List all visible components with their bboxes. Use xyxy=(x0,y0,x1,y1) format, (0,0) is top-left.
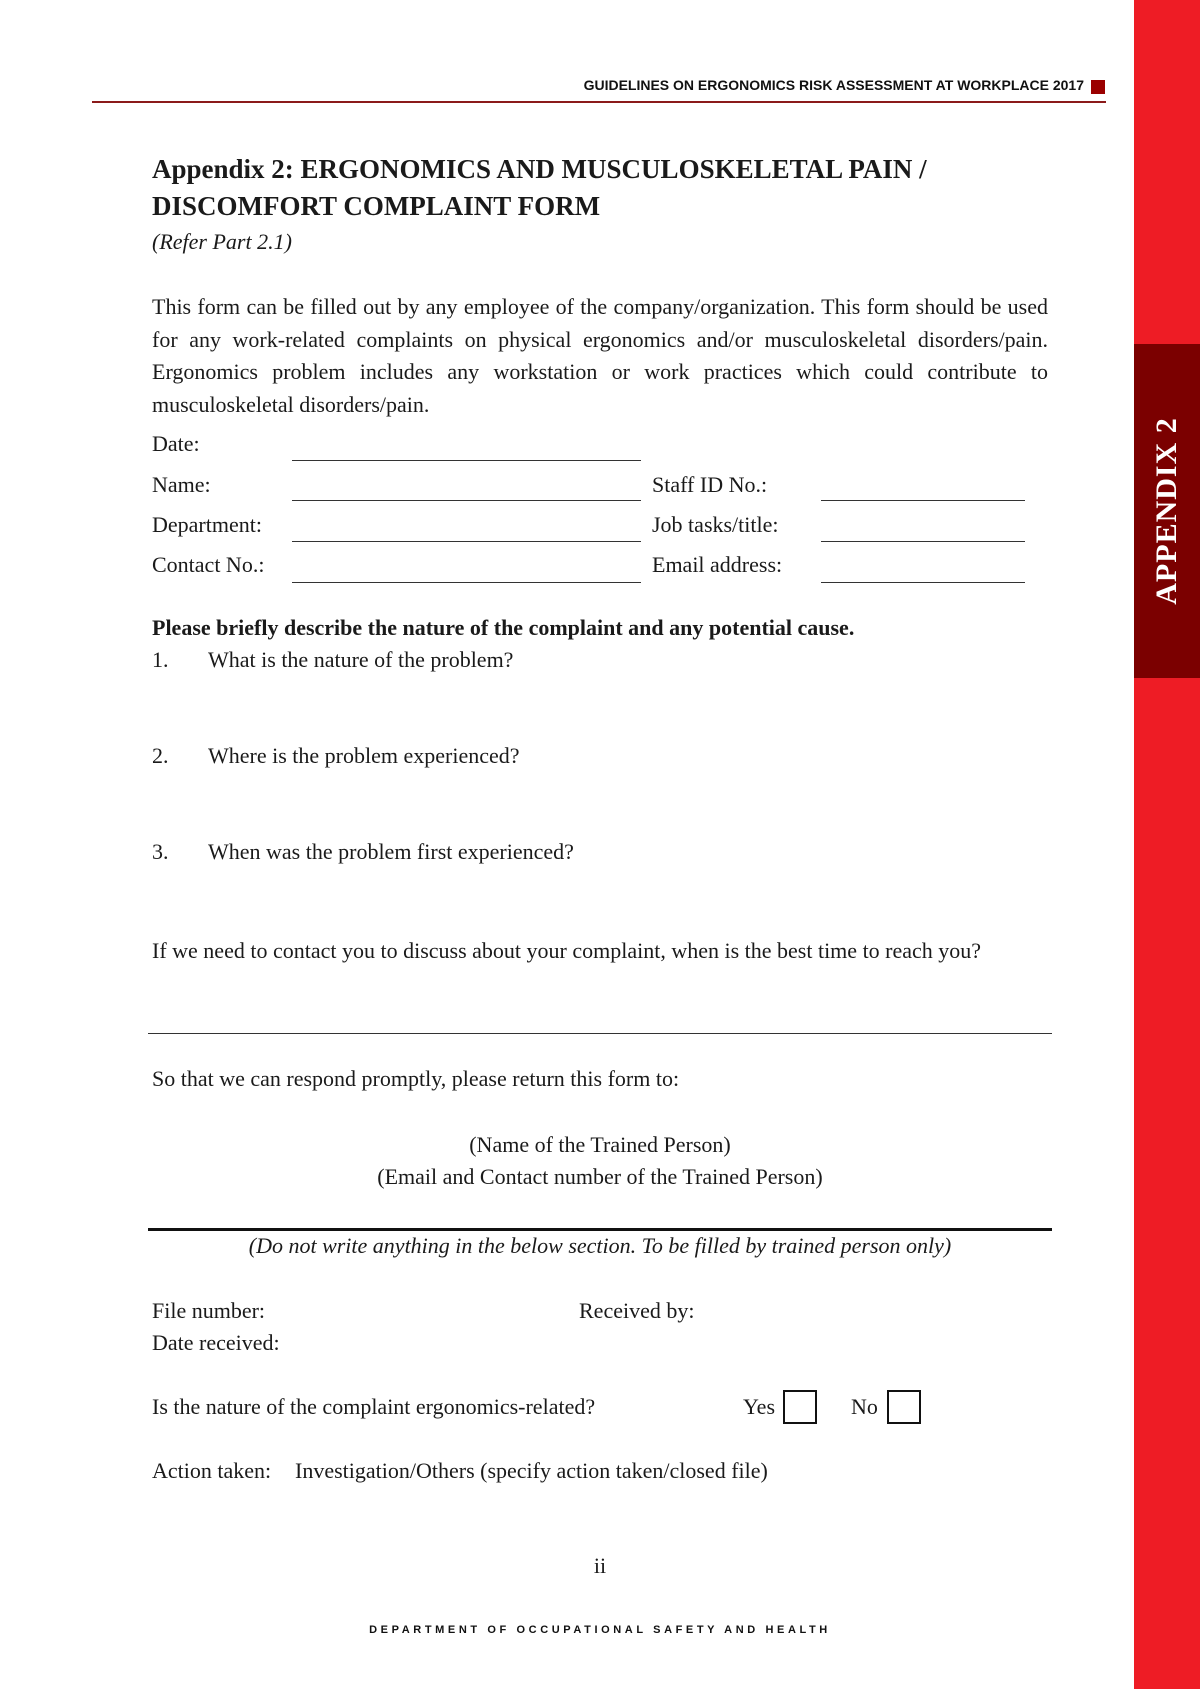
no-checkbox[interactable] xyxy=(887,1390,921,1424)
question-text: When was the problem first experienced? xyxy=(208,839,574,864)
department-field[interactable] xyxy=(292,541,641,542)
received-by-label: Received by: xyxy=(579,1298,695,1323)
office-use-note: (Do not write anything in the below section. To be filled by trained person only) xyxy=(248,1233,952,1258)
date-received-label: Date received: xyxy=(152,1330,280,1355)
question-text: What is the nature of the problem? xyxy=(208,647,514,672)
job-field[interactable] xyxy=(821,541,1025,542)
footer-department: DEPARTMENT OF OCCUPATIONAL SAFETY AND HEALTH xyxy=(369,1624,831,1636)
page-title-line-1: Appendix 2: ERGONOMICS AND MUSCULOSKELETAL PAIN / xyxy=(152,154,927,184)
file-number-label: File number: xyxy=(152,1298,266,1323)
yes-checkbox[interactable] xyxy=(783,1390,817,1424)
contact-time-field[interactable] xyxy=(148,1033,1052,1034)
sidebar-band xyxy=(1134,0,1200,1689)
no-label: No xyxy=(851,1394,878,1419)
job-label: Job tasks/title: xyxy=(652,512,779,537)
complaint-prompt: Please briefly describe the nature of the complaint and any potential cause. xyxy=(152,615,855,640)
email-label: Email address: xyxy=(652,552,783,577)
page-title xyxy=(152,151,927,225)
staff-id-field[interactable] xyxy=(821,500,1025,501)
page-number: ii xyxy=(593,1553,607,1578)
name-field[interactable] xyxy=(292,500,641,501)
intro-paragraph: This form can be filled out by any employee of the company/organization. This form should be used for any work-related complaints on physical ergonomics and/or musculoskeletal disorders/pain. Ergonomics problem includes any workstation or work practices which could contribute to musculoskeletal disorders/pain. xyxy=(152,294,1048,417)
header-square-icon xyxy=(1091,80,1105,94)
contact-time-question: If we need to contact you to discuss about your complaint, when is the best time to reach you? xyxy=(152,938,982,963)
name-label: Name: xyxy=(152,472,211,497)
appendix-tab-label: APPENDIX 2 xyxy=(1150,417,1183,605)
email-field[interactable] xyxy=(821,582,1025,583)
contact-label: Contact No.: xyxy=(152,552,265,577)
staff-id-label: Staff ID No.: xyxy=(652,472,768,497)
question-text: Where is the problem experienced? xyxy=(208,743,520,768)
page-subtitle: (Refer Part 2.1) xyxy=(152,229,292,254)
yes-label: Yes xyxy=(743,1394,776,1419)
page-title-line-2: DISCOMFORT COMPLAINT FORM xyxy=(152,191,601,221)
date-label: Date: xyxy=(152,431,200,456)
action-taken-label: Action taken: xyxy=(152,1458,272,1483)
question-number: 3. xyxy=(152,839,169,864)
return-intro: So that we can respond promptly, please return this form to: xyxy=(152,1066,680,1091)
question-number: 2. xyxy=(152,743,169,768)
running-header: GUIDELINES ON ERGONOMICS RISK ASSESSMENT AT WORKPLACE 2017 xyxy=(583,77,1084,93)
trained-person-contact: (Email and Contact number of the Trained Person) xyxy=(377,1164,823,1189)
office-section-divider xyxy=(148,1228,1052,1231)
ergonomics-question: Is the nature of the complaint ergonomics-related? xyxy=(152,1394,596,1419)
contact-field[interactable] xyxy=(292,582,641,583)
date-field[interactable] xyxy=(292,460,641,461)
action-taken-text: Investigation/Others (specify action taken/closed file) xyxy=(295,1458,768,1483)
question-number: 1. xyxy=(152,647,169,672)
department-label: Department: xyxy=(152,512,262,537)
header-rule xyxy=(92,101,1106,103)
trained-person-name: (Name of the Trained Person) xyxy=(469,1132,731,1157)
